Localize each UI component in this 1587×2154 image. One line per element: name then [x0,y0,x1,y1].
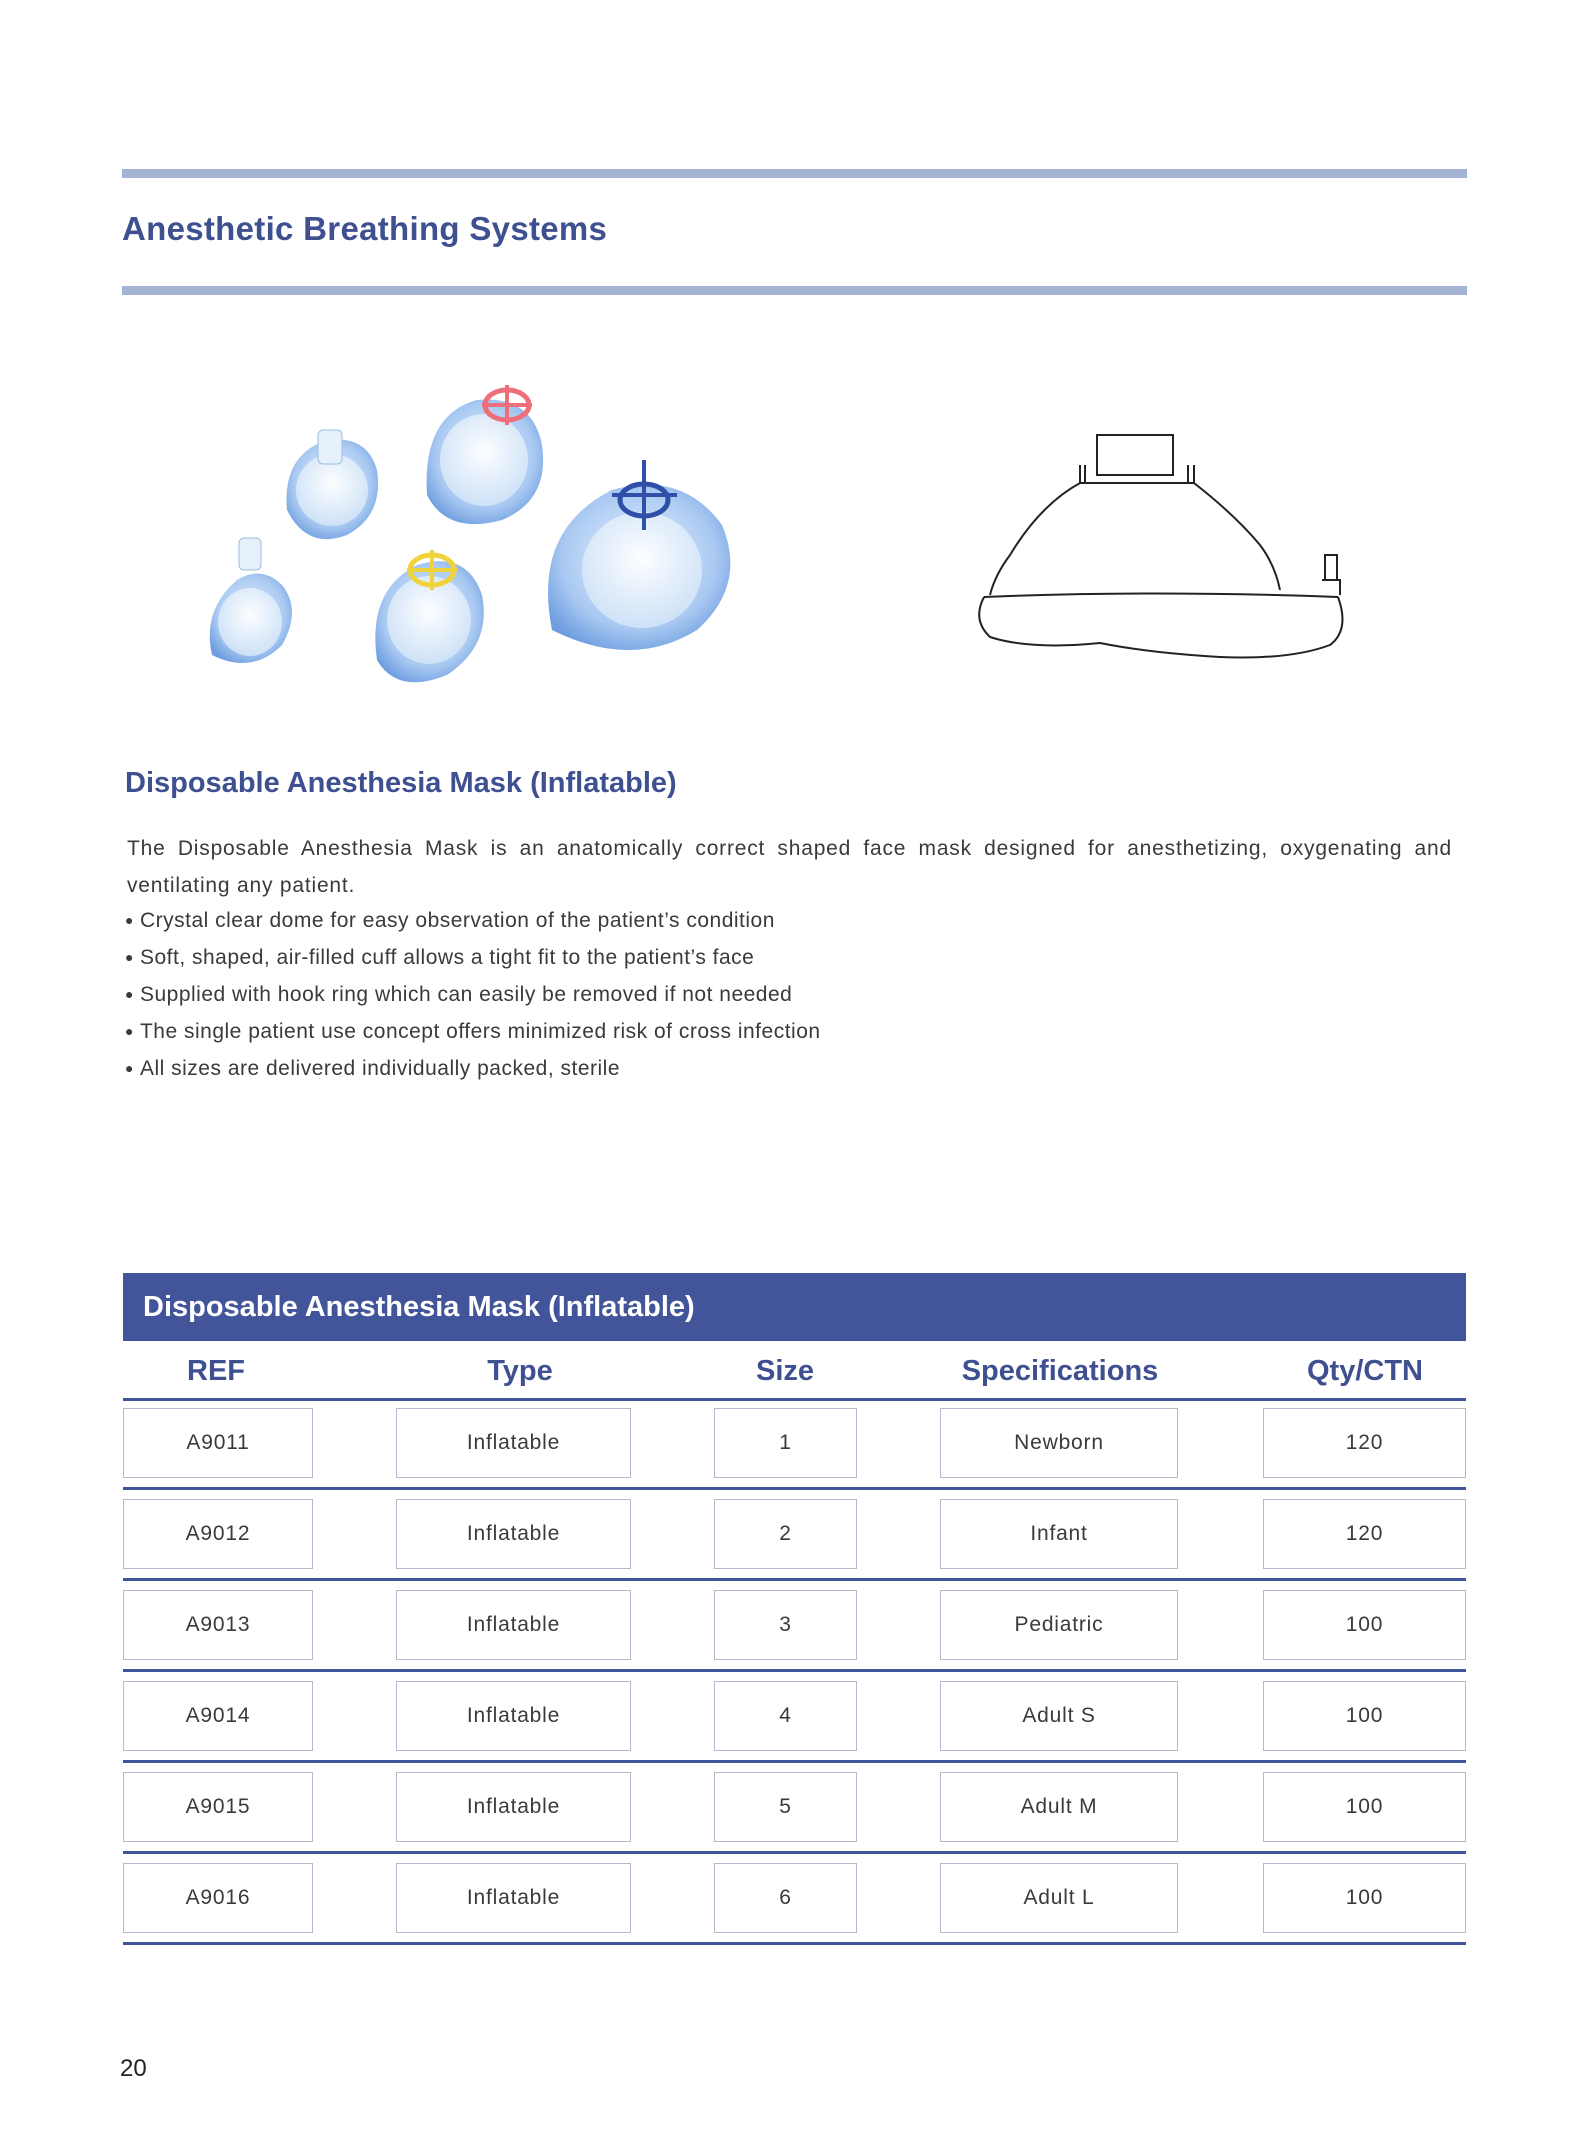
cell-type: Inflatable [396,1681,631,1751]
feature-text: Crystal clear dome for easy observation of the patient’s condition [139,909,775,932]
feature-text: All sizes are delivered individually packed, sterile [139,1057,621,1080]
column-header-specifications: Specifications [961,1355,1159,1387]
cell-size: 1 [714,1408,857,1478]
column-header-qty: Qty/CTN [1307,1355,1423,1387]
cell-type: Inflatable [396,1863,631,1933]
title-rule [122,286,1467,295]
mask-line-drawing [970,425,1370,685]
cell-type: Inflatable [396,1499,631,1569]
feature-text: Supplied with hook ring which can easily be removed if not needed [139,983,793,1006]
cell-ref: A9014 [123,1681,313,1751]
bullet-icon: ● [125,1060,134,1076]
cell-specifications: Adult S [940,1681,1178,1751]
bullet-icon: ● [125,949,134,965]
cell-qty: 100 [1263,1863,1466,1933]
cell-ref: A9012 [123,1499,313,1569]
cell-specifications: Newborn [940,1408,1178,1478]
list-item [125,939,821,976]
cell-specifications: Adult L [940,1863,1178,1933]
list-item [125,902,821,939]
feature-text: The single patient use concept offers minimized risk of cross infection [139,1020,821,1043]
list-item [125,1013,821,1050]
product-title: Disposable Anesthesia Mask (Inflatable) [125,767,677,799]
feature-list [125,902,821,1087]
column-header-type: Type [487,1355,553,1387]
column-header-size: Size [755,1355,815,1387]
cell-qty: 100 [1263,1772,1466,1842]
list-item [125,976,821,1013]
bullet-icon: ● [125,986,134,1002]
header-divider [123,1398,1466,1401]
row-divider [123,1578,1466,1581]
cell-qty: 120 [1263,1499,1466,1569]
cell-ref: A9016 [123,1863,313,1933]
cell-ref: A9013 [123,1590,313,1660]
cell-qty: 120 [1263,1408,1466,1478]
cell-size: 4 [714,1681,857,1751]
cell-specifications: Pediatric [940,1590,1178,1660]
cell-qty: 100 [1263,1590,1466,1660]
section-title: Anesthetic Breathing Systems [122,210,608,247]
cell-type: Inflatable [396,1408,631,1478]
bullet-icon: ● [125,912,134,928]
cell-type: Inflatable [396,1590,631,1660]
page-number: 20 [120,2055,147,2082]
cell-size: 5 [714,1772,857,1842]
cell-ref: A9011 [123,1408,313,1478]
cell-specifications: Infant [940,1499,1178,1569]
cell-size: 6 [714,1863,857,1933]
feature-text: Soft, shaped, air-filled cuff allows a tight fit to the patient’s face [139,946,755,969]
bullet-icon: ● [125,1023,134,1039]
cell-type: Inflatable [396,1772,631,1842]
cell-size: 3 [714,1590,857,1660]
row-divider [123,1851,1466,1854]
product-description: The Disposable Anesthesia Mask is an anatomically correct shaped face mask designed for anesthetizing, oxygenating and ventilating any patient. [127,837,1452,897]
column-header-ref: REF [187,1355,245,1387]
top-rule [122,169,1467,178]
list-item [125,1050,821,1087]
cell-qty: 100 [1263,1681,1466,1751]
row-divider [123,1669,1466,1672]
cell-ref: A9015 [123,1772,313,1842]
table-title: Disposable Anesthesia Mask (Inflatable) [123,1273,1466,1341]
row-divider [123,1942,1466,1945]
cell-size: 2 [714,1499,857,1569]
row-divider [123,1760,1466,1763]
mask-product-photo [122,330,822,770]
row-divider [123,1487,1466,1490]
cell-specifications: Adult M [940,1772,1178,1842]
